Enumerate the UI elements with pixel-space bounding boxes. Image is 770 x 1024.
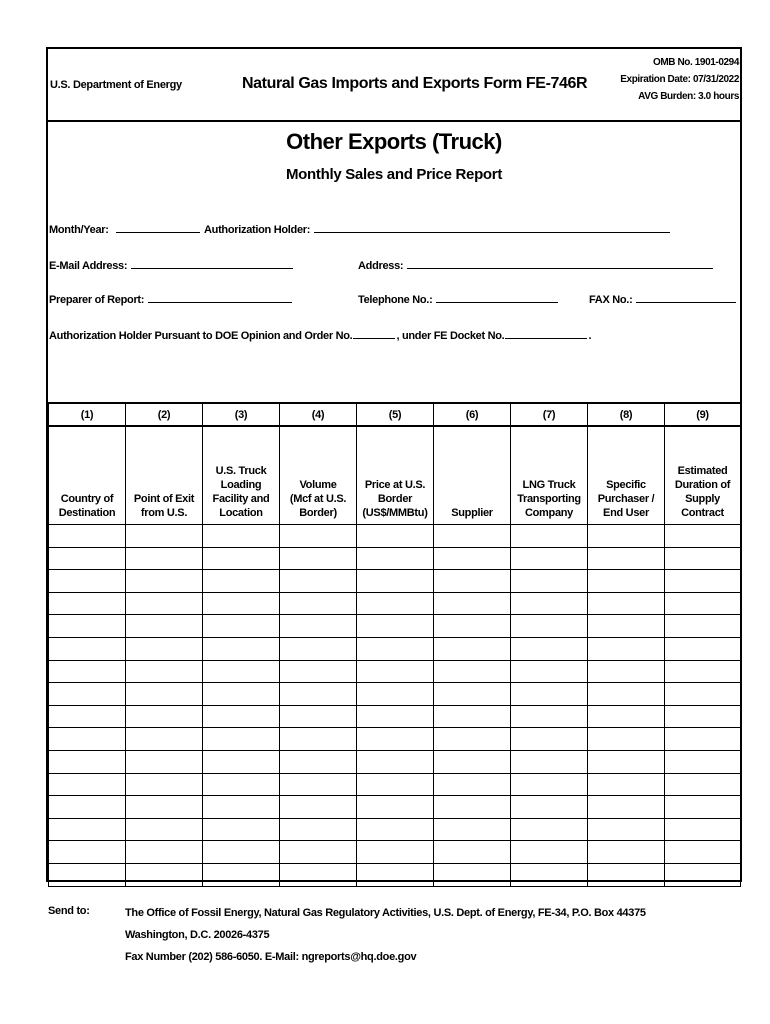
- column-number-9: (9): [665, 403, 741, 426]
- column-number-6: (6): [434, 403, 511, 426]
- omb-number: OMB No. 1901-0294: [652, 57, 739, 68]
- table-cell[interactable]: [588, 592, 665, 615]
- table-cell[interactable]: [511, 773, 588, 796]
- table-cell[interactable]: [511, 818, 588, 841]
- column-header-line: Supply: [685, 493, 720, 505]
- table-cell[interactable]: [665, 547, 741, 570]
- table-cell[interactable]: [49, 637, 126, 660]
- table-cell[interactable]: [280, 547, 357, 570]
- table-cell[interactable]: [49, 728, 126, 751]
- order-number-input[interactable]: [353, 328, 395, 339]
- month-year-field: [49, 222, 200, 236]
- auth-holder-field: [204, 222, 670, 236]
- table-cell[interactable]: [588, 841, 665, 864]
- table-cell[interactable]: [126, 637, 203, 660]
- omb-info: [620, 54, 739, 105]
- fax-label: FAX No.:: [589, 294, 633, 306]
- table-cell[interactable]: [665, 841, 741, 864]
- form-title: Natural Gas Imports and Exports Form FE-746R: [242, 75, 588, 92]
- table-cell[interactable]: [203, 637, 280, 660]
- table-row: [49, 660, 741, 683]
- auth-pursuant-label: Authorization Holder Pursuant to DOE Opinion and Order No.: [49, 330, 353, 342]
- table-cell[interactable]: [203, 660, 280, 683]
- form-fe-746r: [46, 47, 742, 882]
- table-cell[interactable]: [357, 660, 434, 683]
- docket-label: , under FE Docket No.: [396, 330, 505, 342]
- table-cell[interactable]: [665, 750, 741, 773]
- auth-pursuant-field: [49, 328, 591, 342]
- table-cell[interactable]: [49, 863, 126, 886]
- table-row: [49, 592, 741, 615]
- table-cell[interactable]: [511, 525, 588, 548]
- column-number-row: [49, 403, 741, 426]
- table-cell[interactable]: [665, 615, 741, 638]
- table-row: [49, 773, 741, 796]
- table-row: [49, 683, 741, 706]
- table-cell[interactable]: [434, 773, 511, 796]
- table-cell[interactable]: [126, 705, 203, 728]
- table-cell[interactable]: [511, 796, 588, 819]
- table-cell[interactable]: [511, 570, 588, 593]
- table-cell[interactable]: [49, 570, 126, 593]
- column-header-line: U.S. Truck: [215, 465, 267, 477]
- table-cell[interactable]: [665, 796, 741, 819]
- column-header-line: Duration of: [674, 479, 731, 491]
- table-cell[interactable]: [49, 547, 126, 570]
- fax-field: [589, 292, 736, 306]
- table-cell[interactable]: [203, 841, 280, 864]
- table-cell[interactable]: [126, 863, 203, 886]
- email-label: E-Mail Address:: [49, 260, 128, 272]
- table-cell[interactable]: [588, 570, 665, 593]
- send-to-line-1: The Office of Fossil Energy, Natural Gas Regulatory Activities, U.S. Dept. of Energy, FE-34, P.O. Box 44375: [125, 907, 646, 919]
- preparer-field: [49, 292, 292, 306]
- table-body: [49, 403, 741, 886]
- table-cell[interactable]: [280, 660, 357, 683]
- table-cell[interactable]: [49, 660, 126, 683]
- table-cell[interactable]: [588, 705, 665, 728]
- table-cell[interactable]: [203, 525, 280, 548]
- table-cell[interactable]: [280, 841, 357, 864]
- department-name: U.S. Department of Energy: [50, 79, 182, 91]
- table-cell[interactable]: [357, 728, 434, 751]
- table-cell[interactable]: [511, 592, 588, 615]
- column-header-line: Country of: [60, 493, 114, 505]
- column-header-5: [357, 426, 434, 525]
- table-cell[interactable]: [588, 637, 665, 660]
- column-header-line: (Mcf at U.S.: [289, 493, 347, 505]
- address-input[interactable]: [407, 258, 713, 269]
- sales-price-table: [48, 402, 741, 887]
- column-header-line: Supplier: [451, 507, 493, 519]
- column-header-9: [665, 426, 741, 525]
- column-header-line: Border: [377, 493, 413, 505]
- table-cell[interactable]: [49, 525, 126, 548]
- auth-holder-input[interactable]: [314, 222, 670, 233]
- table-cell[interactable]: [665, 683, 741, 706]
- table-cell[interactable]: [588, 728, 665, 751]
- period-label: .: [588, 330, 592, 342]
- table-cell[interactable]: [203, 773, 280, 796]
- table-cell[interactable]: [588, 796, 665, 819]
- preparer-label: Preparer of Report:: [49, 294, 145, 306]
- column-header-6: [434, 426, 511, 525]
- table-cell[interactable]: [49, 683, 126, 706]
- month-year-label: Month/Year:: [49, 224, 109, 236]
- table-cell[interactable]: [665, 660, 741, 683]
- send-to-line-2: Washington, D.C. 20026-4375: [125, 929, 270, 941]
- table-cell[interactable]: [434, 705, 511, 728]
- column-header-line: Location: [219, 507, 263, 519]
- table-cell[interactable]: [357, 592, 434, 615]
- table-row: [49, 750, 741, 773]
- table-cell[interactable]: [588, 863, 665, 886]
- table-cell[interactable]: [665, 525, 741, 548]
- table-cell[interactable]: [280, 728, 357, 751]
- table-cell[interactable]: [357, 570, 434, 593]
- table-cell[interactable]: [49, 773, 126, 796]
- table-cell[interactable]: [434, 728, 511, 751]
- table-cell[interactable]: [665, 592, 741, 615]
- table-cell[interactable]: [49, 705, 126, 728]
- table-cell[interactable]: [665, 637, 741, 660]
- page-subtitle: Monthly Sales and Price Report: [285, 166, 503, 183]
- auth-holder-label: Authorization Holder:: [204, 224, 311, 236]
- preparer-input[interactable]: [148, 292, 292, 303]
- column-header-line: Transporting: [517, 493, 581, 505]
- email-field: [49, 258, 293, 272]
- column-header-line: LNG Truck: [522, 479, 576, 491]
- table-cell[interactable]: [511, 615, 588, 638]
- column-header-line: (US$/MMBtu): [362, 507, 428, 519]
- table-row: [49, 525, 741, 548]
- table-cell[interactable]: [49, 615, 126, 638]
- column-header-3: [203, 426, 280, 525]
- docket-number-input[interactable]: [505, 328, 587, 339]
- table-cell[interactable]: [357, 818, 434, 841]
- page-title: Other Exports (Truck): [286, 129, 502, 154]
- table-cell[interactable]: [357, 841, 434, 864]
- table-cell[interactable]: [434, 660, 511, 683]
- table-cell[interactable]: [511, 863, 588, 886]
- telephone-label: Telephone No.:: [358, 294, 433, 306]
- table-cell[interactable]: [434, 863, 511, 886]
- table-cell[interactable]: [511, 728, 588, 751]
- column-header-row: [49, 426, 741, 525]
- send-to-line-3: Fax Number (202) 586-6050. E-Mail: ngreports@hq.doe.gov: [125, 951, 417, 963]
- column-header-line: Specific: [606, 479, 646, 491]
- table-cell[interactable]: [434, 615, 511, 638]
- table-row: [49, 818, 741, 841]
- table-cell[interactable]: [203, 750, 280, 773]
- table-cell[interactable]: [511, 660, 588, 683]
- table-cell[interactable]: [126, 683, 203, 706]
- table-row: [49, 705, 741, 728]
- table-cell[interactable]: [49, 818, 126, 841]
- table-cell[interactable]: [588, 750, 665, 773]
- table-cell[interactable]: [280, 637, 357, 660]
- table-cell[interactable]: [665, 863, 741, 886]
- table-cell[interactable]: [126, 728, 203, 751]
- column-header-line: Loading: [220, 479, 262, 491]
- table-cell[interactable]: [126, 592, 203, 615]
- table-cell[interactable]: [357, 705, 434, 728]
- table-cell[interactable]: [203, 796, 280, 819]
- column-header-2: [126, 426, 203, 525]
- table-cell[interactable]: [280, 796, 357, 819]
- column-header-line: Point of Exit: [133, 493, 195, 505]
- table-cell[interactable]: [280, 863, 357, 886]
- table-cell[interactable]: [280, 615, 357, 638]
- table-cell[interactable]: [280, 525, 357, 548]
- table-cell[interactable]: [434, 750, 511, 773]
- table-cell[interactable]: [665, 773, 741, 796]
- avg-burden: AVG Burden: 3.0 hours: [638, 91, 739, 102]
- table-cell[interactable]: [203, 683, 280, 706]
- table-cell[interactable]: [357, 796, 434, 819]
- table-cell[interactable]: [280, 592, 357, 615]
- table-cell[interactable]: [126, 796, 203, 819]
- telephone-field: [358, 292, 558, 306]
- column-header-line: Contract: [681, 507, 724, 519]
- table-cell[interactable]: [126, 547, 203, 570]
- table-cell[interactable]: [280, 683, 357, 706]
- column-header-line: Price at U.S.: [364, 479, 426, 491]
- table-cell[interactable]: [49, 592, 126, 615]
- table-cell[interactable]: [357, 637, 434, 660]
- table-cell[interactable]: [280, 773, 357, 796]
- table-cell[interactable]: [511, 750, 588, 773]
- table-cell[interactable]: [357, 683, 434, 706]
- table-cell[interactable]: [126, 570, 203, 593]
- table-row: [49, 796, 741, 819]
- table-cell[interactable]: [665, 728, 741, 751]
- table-cell[interactable]: [588, 547, 665, 570]
- column-header-line: Company: [524, 507, 574, 519]
- table-cell[interactable]: [434, 818, 511, 841]
- table-cell[interactable]: [588, 615, 665, 638]
- table-cell[interactable]: [126, 773, 203, 796]
- table-cell[interactable]: [511, 637, 588, 660]
- table-cell[interactable]: [126, 525, 203, 548]
- expiration-date: Expiration Date: 07/31/2022: [620, 74, 739, 85]
- column-number-7: (7): [511, 403, 588, 426]
- table-cell[interactable]: [280, 750, 357, 773]
- column-number-1: (1): [49, 403, 126, 426]
- column-header-line: from U.S.: [140, 507, 188, 519]
- table-cell[interactable]: [434, 683, 511, 706]
- column-header-line: Estimated: [677, 465, 728, 477]
- table-cell[interactable]: [280, 705, 357, 728]
- table-cell[interactable]: [511, 547, 588, 570]
- table-cell[interactable]: [511, 683, 588, 706]
- table-cell[interactable]: [357, 547, 434, 570]
- table-cell[interactable]: [434, 637, 511, 660]
- form-header: [48, 49, 740, 122]
- column-header-line: Destination: [58, 507, 116, 519]
- table-row: [49, 637, 741, 660]
- send-to-label: Send to:: [48, 905, 90, 917]
- column-header-line: End User: [603, 507, 649, 519]
- table-cell[interactable]: [588, 525, 665, 548]
- column-header-line: Border): [299, 507, 337, 519]
- table-cell[interactable]: [665, 570, 741, 593]
- table-cell[interactable]: [203, 547, 280, 570]
- column-header-line: Facility and: [212, 493, 270, 505]
- column-number-3: (3): [203, 403, 280, 426]
- table-cell[interactable]: [203, 728, 280, 751]
- table-cell[interactable]: [203, 592, 280, 615]
- column-number-8: (8): [588, 403, 665, 426]
- table-cell[interactable]: [434, 841, 511, 864]
- table-cell[interactable]: [126, 750, 203, 773]
- column-header-7: [511, 426, 588, 525]
- table-cell[interactable]: [434, 796, 511, 819]
- send-to-address: [125, 902, 646, 968]
- email-input[interactable]: [131, 258, 293, 269]
- address-label: Address:: [358, 260, 404, 272]
- column-header-1: [49, 426, 126, 525]
- table-cell[interactable]: [357, 750, 434, 773]
- table-cell[interactable]: [203, 705, 280, 728]
- table-cell[interactable]: [434, 547, 511, 570]
- table-cell[interactable]: [49, 796, 126, 819]
- table-cell[interactable]: [357, 615, 434, 638]
- table-cell[interactable]: [126, 615, 203, 638]
- table-row: [49, 728, 741, 751]
- table-cell[interactable]: [588, 683, 665, 706]
- column-header-line: Volume: [299, 479, 337, 491]
- column-header-4: [280, 426, 357, 525]
- table-cell[interactable]: [203, 570, 280, 593]
- fax-input[interactable]: [636, 292, 736, 303]
- table-row: [49, 615, 741, 638]
- table-cell[interactable]: [511, 841, 588, 864]
- column-header-line: Purchaser /: [597, 493, 655, 505]
- table-cell[interactable]: [49, 841, 126, 864]
- address-field: [358, 258, 713, 272]
- table-cell[interactable]: [665, 818, 741, 841]
- table-cell[interactable]: [588, 660, 665, 683]
- table-cell[interactable]: [588, 773, 665, 796]
- table-cell[interactable]: [588, 818, 665, 841]
- column-header-8: [588, 426, 665, 525]
- table-cell[interactable]: [280, 570, 357, 593]
- table-cell[interactable]: [434, 570, 511, 593]
- table-cell[interactable]: [49, 750, 126, 773]
- table-cell[interactable]: [665, 705, 741, 728]
- table-row: [49, 841, 741, 864]
- telephone-input[interactable]: [436, 292, 558, 303]
- column-number-4: (4): [280, 403, 357, 426]
- table-cell[interactable]: [434, 592, 511, 615]
- table-cell[interactable]: [203, 818, 280, 841]
- table-cell[interactable]: [126, 818, 203, 841]
- table-cell[interactable]: [357, 773, 434, 796]
- table-cell[interactable]: [126, 841, 203, 864]
- table-cell[interactable]: [203, 863, 280, 886]
- table-cell[interactable]: [434, 525, 511, 548]
- table-row: [49, 863, 741, 886]
- table-cell[interactable]: [126, 660, 203, 683]
- column-number-5: (5): [357, 403, 434, 426]
- month-year-input[interactable]: [116, 222, 200, 233]
- table-cell[interactable]: [357, 525, 434, 548]
- table-cell[interactable]: [203, 615, 280, 638]
- table-row: [49, 547, 741, 570]
- table-cell[interactable]: [280, 818, 357, 841]
- table-cell[interactable]: [511, 705, 588, 728]
- column-number-2: (2): [126, 403, 203, 426]
- table-row: [49, 570, 741, 593]
- table-cell[interactable]: [357, 863, 434, 886]
